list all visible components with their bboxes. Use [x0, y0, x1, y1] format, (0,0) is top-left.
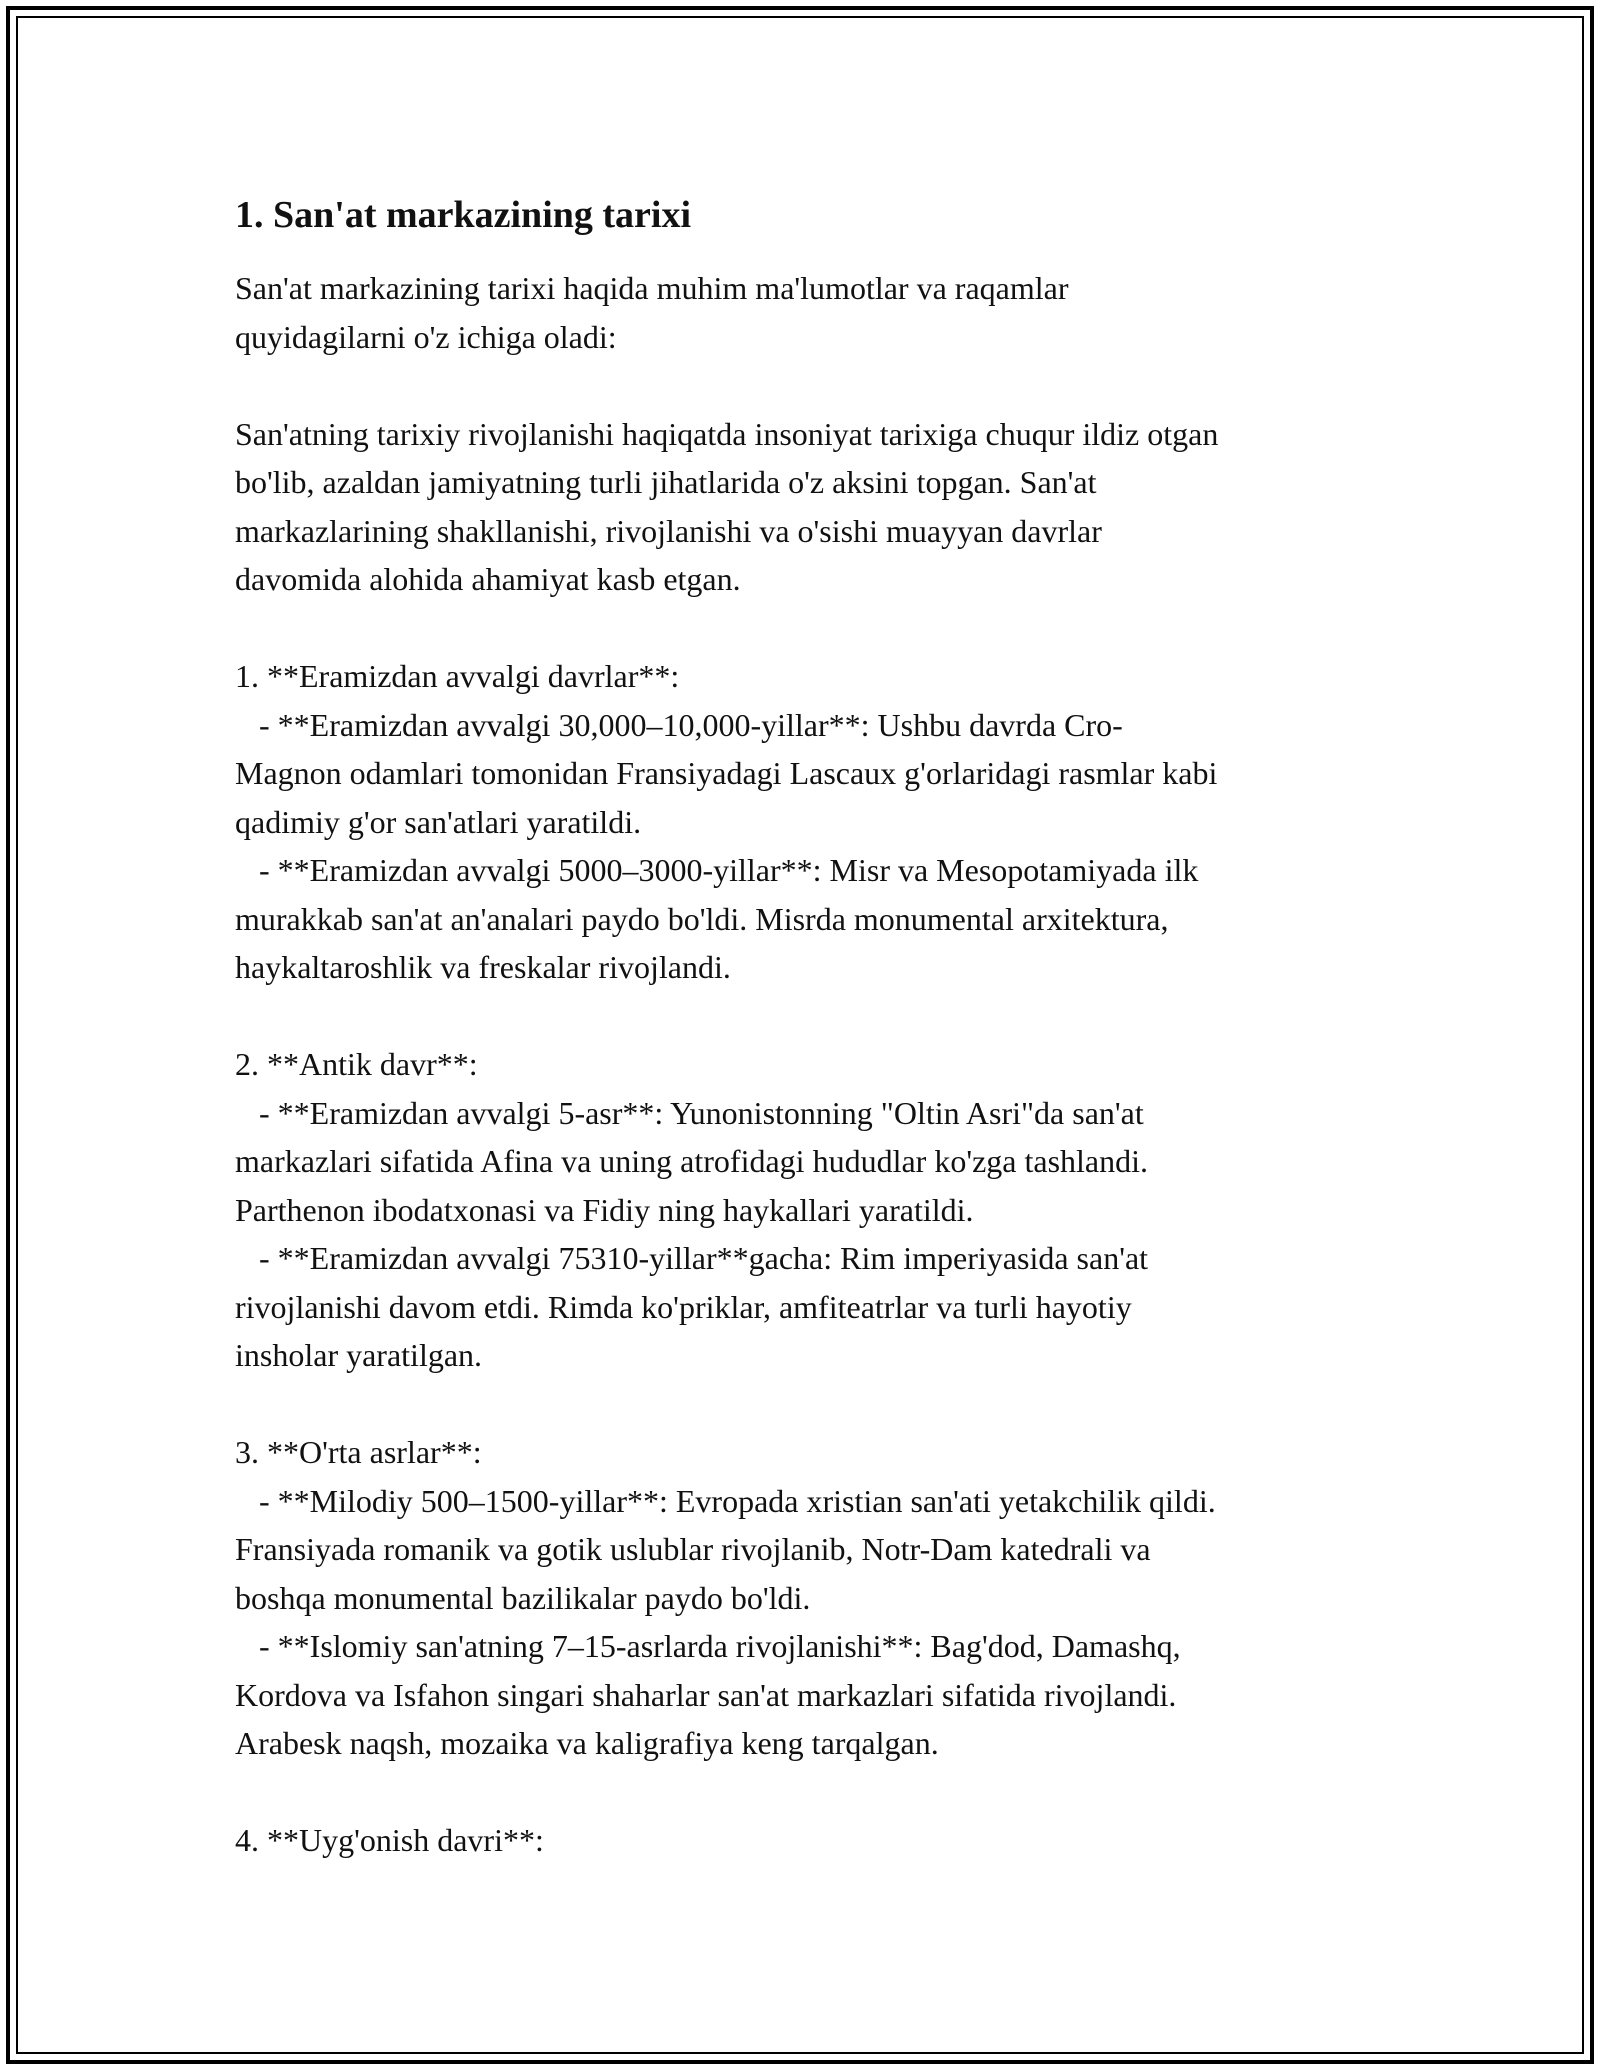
spacer: [235, 361, 1385, 410]
section-item: - **Eramizdan avvalgi 75310-yillar**gacha: Rim imperiyasida san'at rivojlanishi davom etdi. Rimda ko'priklar, amfiteatrlar va turli hayotiy insholar yaratilgan.: [235, 1240, 1149, 1373]
spacer: [235, 1768, 1385, 1817]
overview-paragraph: San'atning tarixiy rivojlanishi haqiqatda insoniyat tarixiga chuqur ildiz otgan bo'lib, azaldan jamiyatning turli jihatlarida o'z aksini topgan. San'at markazlarining shakllanishi, rivojlanishi va o'sishi muayyan davrlar davomida alohida ahamiyat kasb etgan.: [235, 415, 1219, 597]
document-body: [235, 186, 1385, 1865]
section-heading: 1. **Eramizdan avvalgi davrlar**:: [235, 658, 680, 694]
section-item: - **Milodiy 500–1500-yillar**: Evropada xristian san'ati yetakchilik qildi. Fransiyada romanik va gotik uslublar rivojlanib, Notr-Dam katedrali va boshqa monumental bazilikalar paydo bo'ldi.: [235, 1482, 1216, 1616]
section-item: - **Islomiy san'atning 7–15-asrlarda rivojlanishi**: Bag'dod, Damashq, Kordova va Isfahon singari shaharlar san'at markazlari sifatida rivojlandi. Arabesk naqsh, mozaika va kaligrafiya keng tarqalgan.: [235, 1628, 1181, 1761]
section-heading: 4. **Uyg'onish davri**:: [235, 1822, 544, 1858]
section-item: - **Eramizdan avvalgi 5-asr**: Yunonistonning "Oltin Asri"da san'at markazlari sifatida Afina va uning atrofidagi hududlar ko'zga tashlandi. Parthenon ibodatxonasi va Fidiy ning haykallari yaratildi.: [235, 1094, 1149, 1228]
section-heading: 3. **O'rta asrlar**:: [235, 1434, 482, 1470]
section-item: - **Eramizdan avvalgi 30,000–10,000-yillar**: Ushbu davrda Cro- Magnon odamlari tomonidan Fransiyadagi Lascaux g'orlaridagi rasmlar kabi qadimiy g'or san'atlari yaratildi.: [235, 706, 1218, 840]
spacer: [235, 992, 1385, 1041]
spacer: [235, 604, 1385, 653]
spacer: [235, 1380, 1385, 1429]
document-title: 1. San'at markazining tarixi: [235, 194, 692, 236]
intro-paragraph: San'at markazining tarixi haqida muhim ma'lumotlar va raqamlar quyidagilarni o'z ichiga oladi:: [235, 270, 1069, 355]
section-item: - **Eramizdan avvalgi 5000–3000-yillar**: Misr va Mesopotamiyada ilk murakkab san'at an'analari paydo bo'ldi. Misrda monumental arxitektura, haykaltaroshlik va freskalar rivojlandi.: [235, 852, 1199, 985]
section-heading: 2. **Antik davr**:: [235, 1046, 478, 1082]
